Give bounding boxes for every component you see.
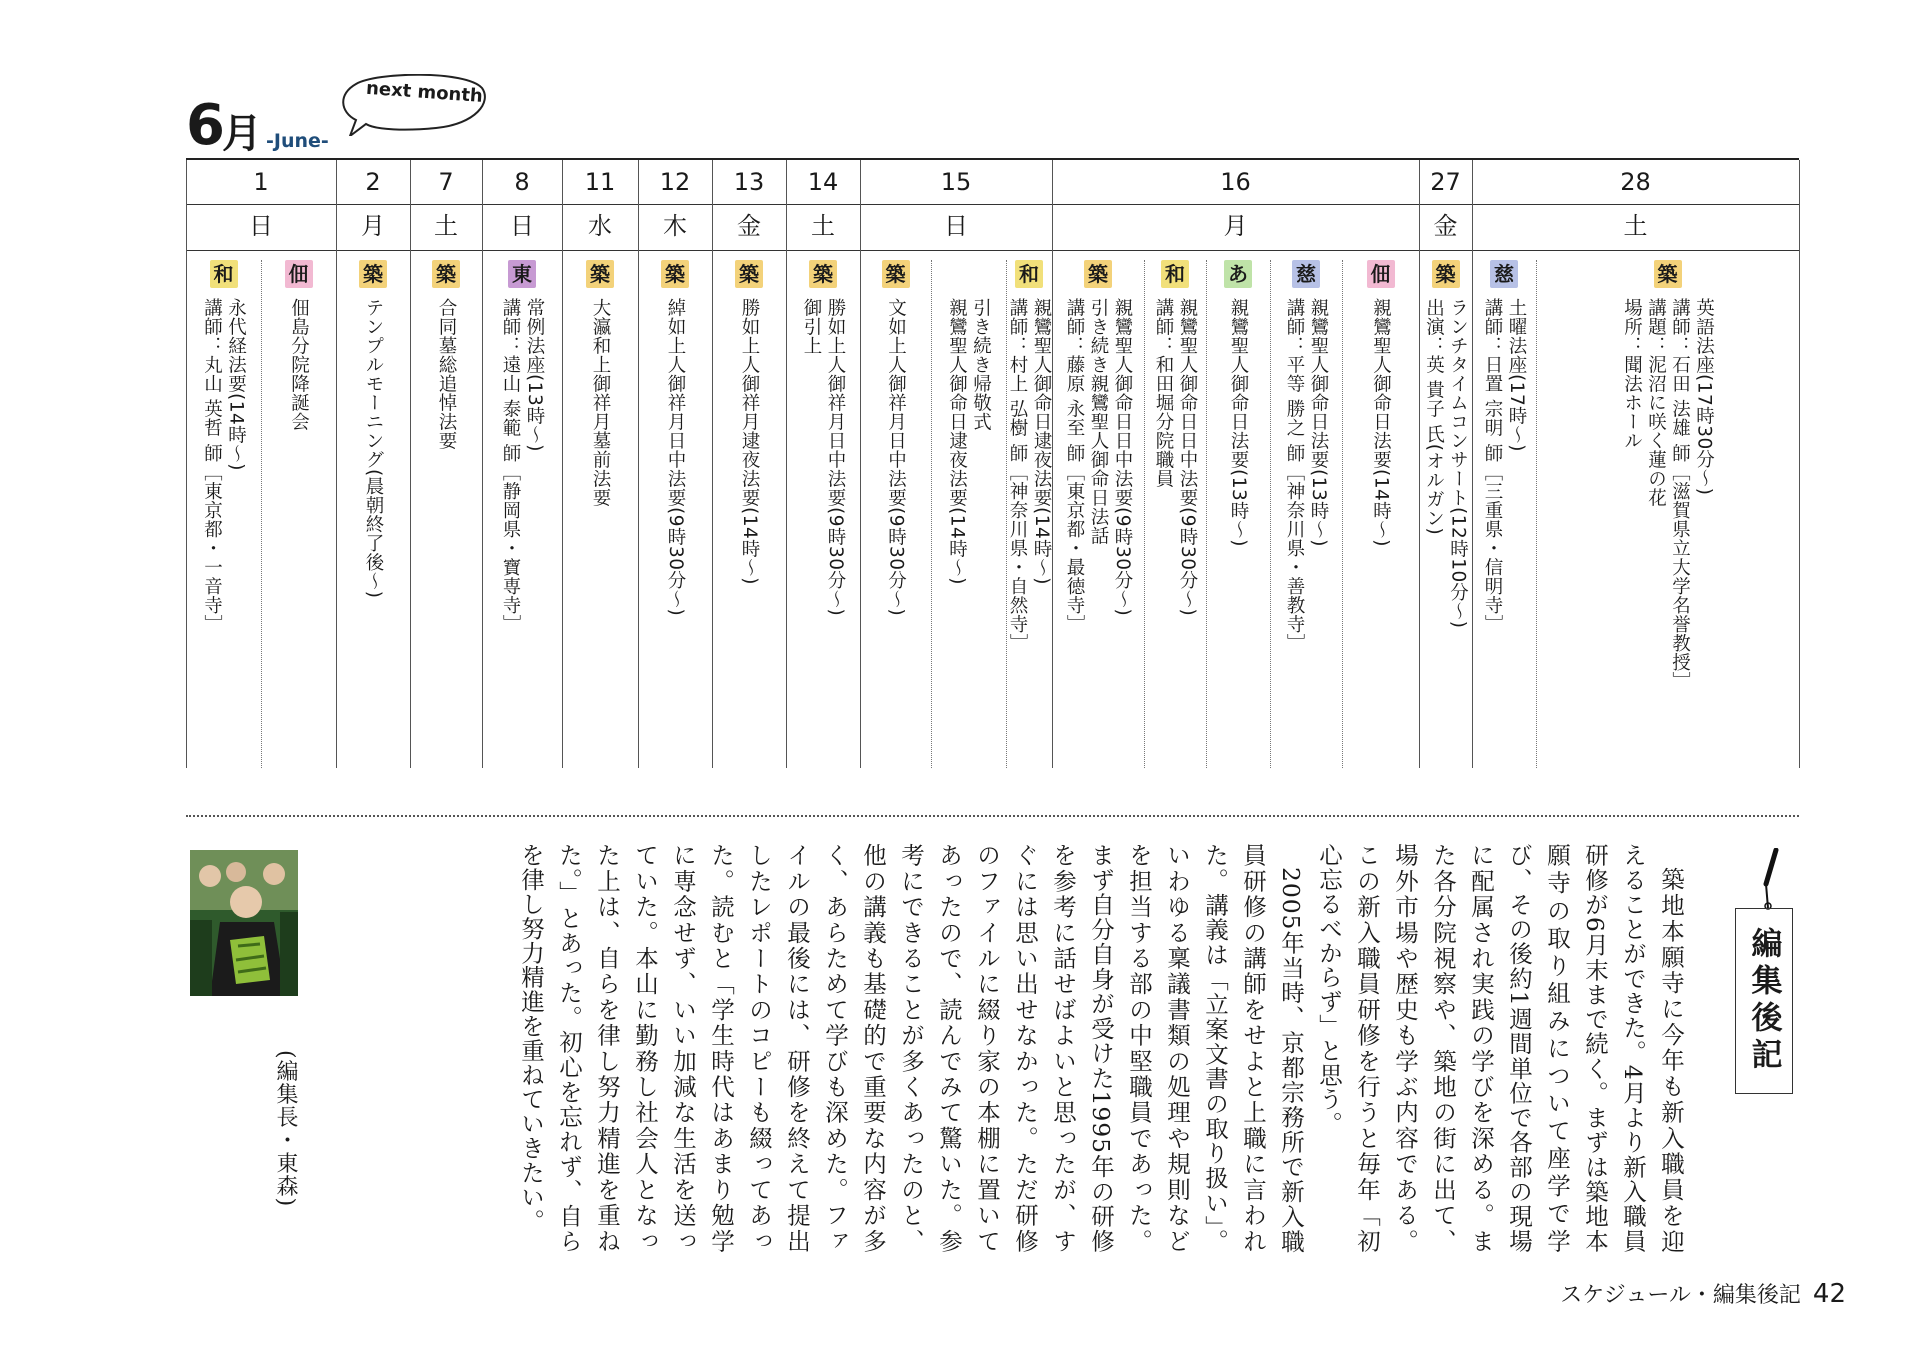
month-english: -June- (266, 130, 329, 152)
page-footer (1560, 1278, 1846, 1309)
afterword-paragraph-1: 築地本願寺に今年も新入職員を迎えることができた。4月より新入職員研修が6月末まで続く。まずは築地本願寺の取り組みについて座学で学び、その後約1週間単位で各部の現場に配属され実践の学びを深める。また各分院視察や、築地の街に出て、場外市場や歴史も学ぶ内容である。この新入職員研修を行うと毎年「初心忘るべからず」と思う。 (1315, 843, 1685, 1253)
date-header: 15 (940, 168, 972, 196)
table-row-divider (186, 250, 1799, 251)
event-text: 引き続き親鸞聖人御命日法話 (1088, 298, 1109, 545)
bookmark-icon (1752, 848, 1782, 910)
venue-badge: 和 (1015, 260, 1043, 288)
event-text: ランチタイムコンサート(12時10分〜) (1447, 298, 1469, 629)
table-column-divider (1472, 160, 1473, 768)
event-text: 合同墓総追悼法要 (436, 298, 457, 450)
event-text: 永代経法要(14時〜) (225, 298, 247, 471)
month-number: 6 (186, 93, 225, 158)
table-subcolumn-divider (1270, 260, 1271, 768)
venue-badge: 和 (210, 260, 238, 288)
weekday-header: 土 (1623, 212, 1648, 240)
venue-badge: 築 (735, 260, 763, 288)
afterword-body (512, 843, 1690, 1253)
event-text: 勝如上人御祥月逮夜法要(14時〜) (739, 298, 760, 585)
section-divider (186, 815, 1799, 817)
event-text: 場所：聞法ホール (1621, 298, 1643, 450)
table-column-divider (1419, 160, 1420, 768)
date-header: 27 (1430, 168, 1461, 196)
table-column-divider (786, 160, 787, 768)
event-text: 引き続き帰敬式 (970, 298, 992, 431)
event-text: 綽如上人御祥月日中法要(9時30分〜) (665, 298, 686, 617)
event-text: 大瀛和上御祥月墓前法要 (590, 298, 611, 507)
event-text: 親鸞聖人御命日法要(14時〜) (1370, 298, 1392, 547)
event-text: 親鸞聖人御命日法要(13時〜) (1228, 298, 1249, 547)
event-text: 講師：平等 勝之 師［神奈川県・善教寺］ (1284, 298, 1305, 653)
date-header: 14 (807, 168, 839, 196)
date-header: 28 (1620, 168, 1651, 196)
event-text: 出演：英 貴子 氏(オルガン) (1423, 298, 1445, 536)
schedule-table (186, 158, 1799, 768)
date-header: 7 (438, 168, 454, 196)
event-text: 講師：藤原 永至 師［東京都・最徳寺］ (1064, 298, 1085, 634)
table-subcolumn-divider (1342, 260, 1343, 768)
event-text: テンプルモーニング(晨朝終了後〜) (363, 298, 384, 599)
event-text: 御引上 (801, 298, 822, 355)
event-text: 親鸞聖人御命日日中法要(9時30分〜) (1112, 298, 1133, 617)
weekday-header: 日 (510, 212, 534, 240)
event-text: 講師：丸山 英哲 師［東京都・一音寺］ (201, 298, 223, 634)
event-text: 講師：村上 弘樹 師［神奈川県・自然寺］ (1007, 298, 1028, 653)
event-text: 土曜法座(17時〜) (1506, 298, 1527, 452)
date-header: 8 (514, 168, 530, 196)
table-column-divider (410, 160, 411, 768)
event-text: 文如上人御祥月日中法要(9時30分〜) (885, 298, 907, 617)
date-header: 13 (733, 168, 765, 196)
date-header: 12 (659, 168, 691, 196)
event-text: 勝如上人御祥月日中法要(9時30分〜) (825, 298, 846, 617)
table-subcolumn-divider (1536, 260, 1537, 768)
date-header: 2 (365, 168, 381, 196)
date-header: 16 (1220, 168, 1251, 196)
event-text: 常例法座(13時〜) (524, 298, 545, 452)
venue-badge: 築 (586, 260, 614, 288)
event-text: 講題：泥沼に咲く蓮の花 (1645, 298, 1667, 507)
footer-section-title: スケジュール・編集後記 (1560, 1283, 1801, 1308)
table-column-divider (638, 160, 639, 768)
date-header: 1 (253, 168, 269, 196)
page-number: 42 (1812, 1279, 1846, 1309)
event-text: 親鸞聖人御命日法要(13時〜) (1308, 298, 1329, 547)
table-column-divider (860, 160, 861, 768)
weekday-header: 土 (434, 212, 458, 240)
venue-badge: 和 (1161, 260, 1189, 288)
table-column-divider (482, 160, 483, 768)
venue-badge: 慈 (1292, 260, 1320, 288)
venue-badge: 築 (1654, 260, 1682, 288)
event-text: 親鸞聖人御命日逮夜法要(14時〜) (1031, 298, 1052, 585)
venue-badge: 佃 (285, 260, 313, 288)
event-text: 講師：和田堀分院職員 (1153, 298, 1174, 488)
venue-badge: 築 (661, 260, 689, 288)
weekday-header: 水 (588, 212, 612, 240)
venue-badge: 佃 (1367, 260, 1395, 288)
editor-photo (190, 850, 298, 996)
venue-badge: 築 (1432, 260, 1460, 288)
weekday-header: 月 (1223, 212, 1248, 240)
weekday-header: 土 (811, 212, 835, 240)
afterword-paragraph-2: 2005年当時、京都宗務所で新入職員研修の講師をせよと上職に言われた。講義は「立案文書の取り扱い」。いわゆる稟議書類の処理や規則などを担当する部の中堅職員であった。まず自分自身が受けた1995年の研修を参考に話せばよいと思ったが、すぐには思い出せなかった。ただ研修のファイルに綴り家の本棚に置いてあったので、読んでみて驚いた。参考にできることが多くあったのと、他の講義も基礎的で重要な内容が多く、あらためて学びも深めた。ファイルの最後には、研修を終えて提出したレポートのコピーも綴ってあった。読むと「学生時代はあまり勉学に専念せず、いい加減な生活を送っていた。本山に勤務し社会人となった上は、自らを律し努力精進を重ねた。」とあった。初心を忘れず、自らを律し努力精進を重ねていきたい。 (517, 843, 1305, 1253)
table-column-divider (186, 160, 187, 768)
event-text: 講師：日置 宗明 師［三重県・信明寺］ (1482, 298, 1503, 634)
venue-badge: 築 (432, 260, 460, 288)
table-column-divider (336, 160, 337, 768)
afterword-title: 編集後記 (1735, 908, 1793, 1094)
table-column-divider (712, 160, 713, 768)
date-header: 11 (584, 168, 616, 196)
venue-badge: あ (1224, 260, 1252, 288)
month-kanji: 月 (222, 111, 262, 157)
weekday-header: 月 (361, 212, 385, 240)
venue-badge: 築 (809, 260, 837, 288)
venue-badge: 東 (508, 260, 536, 288)
afterword-signature: (編集長・東森) (273, 1050, 298, 1208)
weekday-header: 日 (944, 212, 968, 240)
event-text: 講師：遠山 泰範 師［静岡県・寶専寺］ (500, 298, 521, 634)
venue-badge: 築 (882, 260, 910, 288)
weekday-header: 日 (249, 212, 273, 240)
weekday-header: 金 (1433, 212, 1458, 240)
event-text: 英語法座(17時30分〜) (1693, 298, 1715, 496)
table-subcolumn-divider (261, 260, 262, 768)
table-column-divider (1799, 160, 1800, 768)
venue-badge: 築 (359, 260, 387, 288)
table-subcolumn-divider (1144, 260, 1145, 768)
table-subcolumn-divider (931, 260, 932, 768)
venue-badge: 築 (1084, 260, 1112, 288)
table-column-divider (562, 160, 563, 768)
event-text: 佃島分院降誕会 (288, 298, 310, 431)
event-text: 講師：石田 法雄 師［滋賀県立大学名誉教授］ (1669, 298, 1691, 691)
weekday-header: 金 (737, 212, 761, 240)
event-text: 親鸞聖人御命日日中法要(9時30分〜) (1177, 298, 1198, 617)
weekday-header: 木 (663, 212, 687, 240)
event-text: 親鸞聖人御命日逮夜法要(14時〜) (946, 298, 968, 585)
venue-badge: 慈 (1490, 260, 1518, 288)
table-subcolumn-divider (1206, 260, 1207, 768)
next-month-label: next month (365, 77, 484, 107)
